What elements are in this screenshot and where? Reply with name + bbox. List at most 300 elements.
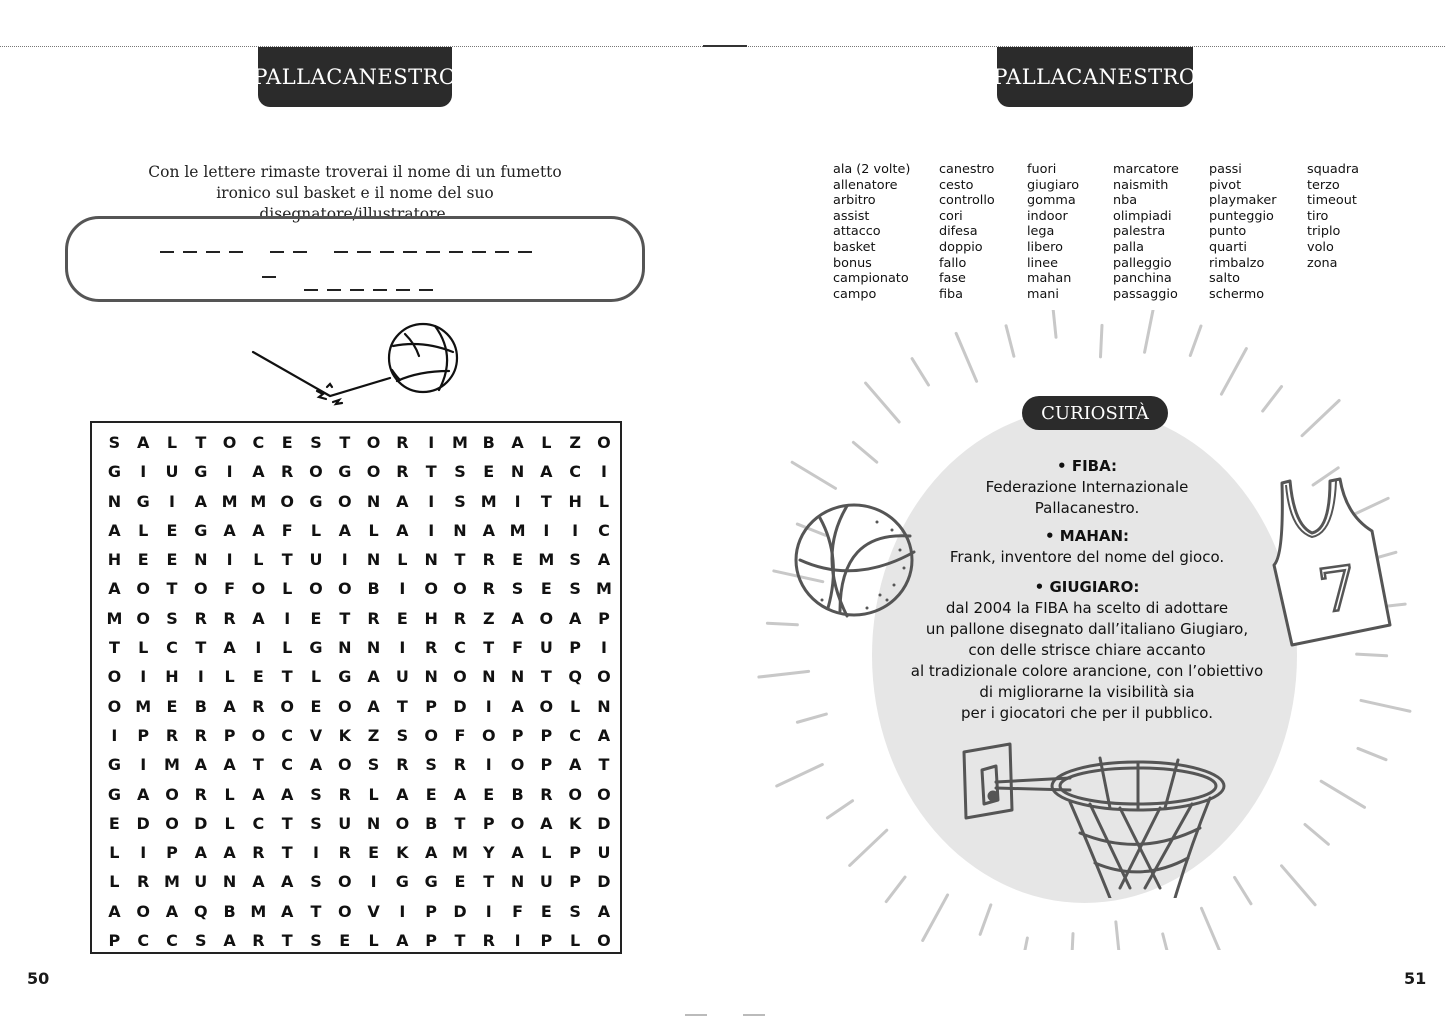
letter-blank[interactable] (426, 251, 440, 253)
grid-cell[interactable]: H (107, 550, 122, 570)
grid-cell[interactable]: I (399, 579, 406, 599)
grid-cell[interactable]: I (485, 755, 492, 775)
grid-cell[interactable]: A (252, 872, 265, 892)
grid-cell[interactable]: A (194, 843, 207, 863)
grid-cell[interactable]: I (226, 462, 233, 482)
grid-cell[interactable]: O (597, 784, 611, 804)
grid-cell[interactable]: O (337, 579, 352, 599)
grid-cell[interactable]: A (568, 608, 582, 628)
grid-cell[interactable]: I (140, 667, 147, 687)
grid-cell[interactable]: K (396, 843, 409, 863)
grid-cell[interactable]: S (195, 931, 207, 951)
grid-cell[interactable]: U (539, 872, 553, 892)
grid-cell[interactable]: N (366, 638, 381, 658)
grid-cell[interactable]: N (194, 550, 208, 570)
grid-cell[interactable]: T (540, 667, 552, 687)
grid-cell[interactable]: O (395, 813, 410, 833)
grid-cell[interactable]: I (428, 491, 435, 511)
grid-cell[interactable]: E (483, 784, 495, 804)
grid-cell[interactable]: A (223, 931, 236, 951)
grid-cell[interactable]: L (138, 638, 149, 658)
grid-cell[interactable]: N (107, 491, 122, 511)
grid-cell[interactable]: K (338, 725, 351, 745)
grid-cell[interactable]: R (425, 638, 438, 658)
grid-cell[interactable]: K (568, 813, 582, 833)
grid-cell[interactable]: E (483, 462, 495, 482)
grid-cell[interactable]: D (194, 813, 208, 833)
grid-cell[interactable]: G (309, 638, 323, 658)
grid-cell[interactable]: R (482, 579, 495, 599)
grid-cell[interactable]: I (572, 520, 579, 540)
grid-cell[interactable]: S (310, 433, 322, 452)
grid-cell[interactable]: A (252, 462, 265, 482)
grid-cell[interactable]: A (597, 725, 611, 745)
grid-cell[interactable]: O (453, 667, 467, 687)
grid-cell[interactable]: I (600, 462, 607, 482)
grid-cell[interactable]: I (399, 638, 406, 658)
grid-cell[interactable]: N (453, 520, 467, 540)
grid-cell[interactable]: N (424, 550, 438, 570)
grid-cell[interactable]: A (367, 667, 380, 687)
grid-cell[interactable]: U (597, 843, 611, 863)
letter-blank[interactable] (396, 289, 410, 291)
grid-cell[interactable]: N (510, 462, 525, 482)
grid-cell[interactable]: T (281, 843, 293, 863)
letter-blank[interactable] (472, 251, 486, 253)
grid-cell[interactable]: A (424, 843, 438, 863)
grid-cell[interactable]: L (598, 491, 610, 511)
grid-cell[interactable]: L (224, 784, 235, 804)
grid-cell[interactable]: B (511, 784, 524, 804)
grid-cell[interactable]: T (166, 579, 178, 599)
grid-cell[interactable]: M (452, 843, 468, 863)
grid-cell[interactable]: O (136, 608, 150, 628)
grid-cell[interactable]: R (396, 462, 409, 482)
grid-cell[interactable]: O (337, 901, 352, 921)
grid-cell[interactable]: Q (568, 667, 582, 687)
grid-cell[interactable]: A (252, 608, 265, 628)
grid-cell[interactable]: R (165, 725, 179, 745)
grid-cell[interactable]: T (108, 638, 120, 658)
grid-cell[interactable]: O (309, 462, 323, 482)
grid-cell[interactable]: R (540, 784, 553, 804)
grid-cell[interactable]: R (396, 433, 409, 452)
grid-cell[interactable]: O (597, 667, 611, 687)
grid-cell[interactable]: A (396, 931, 409, 951)
grid-cell[interactable]: C (281, 755, 294, 775)
grid-cell[interactable]: I (485, 696, 492, 716)
letter-blank[interactable] (373, 289, 387, 291)
grid-cell[interactable]: C (166, 931, 178, 951)
grid-cell[interactable]: O (193, 579, 208, 599)
letter-blank[interactable] (327, 289, 341, 291)
grid-cell[interactable]: P (482, 813, 495, 833)
grid-cell[interactable]: E (425, 784, 437, 804)
grid-cell[interactable]: T (252, 755, 264, 775)
grid-cell[interactable]: A (137, 784, 150, 804)
grid-cell[interactable]: L (282, 638, 293, 658)
grid-cell[interactable]: O (280, 696, 294, 716)
answer-blank-lead-dash[interactable] (262, 276, 303, 278)
grid-cell[interactable]: S (425, 755, 437, 775)
grid-cell[interactable]: S (569, 579, 581, 599)
grid-cell[interactable]: T (396, 696, 408, 716)
grid-cell[interactable]: O (337, 696, 352, 716)
grid-cell[interactable]: C (454, 638, 466, 658)
grid-cell[interactable]: A (252, 784, 265, 804)
grid-cell[interactable]: D (597, 813, 611, 833)
letter-blank[interactable] (403, 251, 417, 253)
grid-cell[interactable]: S (310, 872, 322, 892)
grid-cell[interactable]: Q (193, 901, 208, 921)
grid-cell[interactable]: L (541, 433, 552, 452)
grid-cell[interactable]: T (598, 755, 610, 775)
grid-cell[interactable]: L (397, 550, 408, 570)
grid-cell[interactable]: I (341, 550, 348, 570)
grid-cell[interactable]: I (284, 608, 291, 628)
letter-blank[interactable] (449, 251, 463, 253)
grid-cell[interactable]: T (310, 901, 322, 921)
grid-cell[interactable]: T (540, 491, 552, 511)
grid-cell[interactable]: I (514, 491, 521, 511)
grid-cell[interactable]: B (223, 901, 236, 921)
letter-blank[interactable] (380, 251, 394, 253)
grid-cell[interactable]: I (111, 725, 118, 745)
grid-cell[interactable]: N (482, 667, 496, 687)
grid-cell[interactable]: E (252, 667, 264, 687)
grid-cell[interactable]: L (368, 784, 379, 804)
grid-cell[interactable]: L (310, 667, 322, 687)
grid-cell[interactable]: R (453, 755, 467, 775)
grid-cell[interactable]: L (166, 433, 178, 452)
grid-cell[interactable]: Z (482, 608, 495, 628)
letter-blank[interactable] (518, 251, 532, 253)
grid-cell[interactable]: M (164, 755, 180, 775)
grid-cell[interactable]: L (570, 696, 581, 716)
grid-cell[interactable]: R (482, 550, 495, 570)
letter-blank[interactable] (160, 251, 174, 253)
grid-cell[interactable]: L (541, 843, 552, 863)
grid-cell[interactable]: R (194, 725, 207, 745)
grid-cell[interactable]: F (454, 725, 466, 745)
grid-cell[interactable]: T (281, 667, 293, 687)
grid-cell[interactable]: G (395, 872, 409, 892)
letter-blank[interactable] (270, 251, 284, 253)
grid-cell[interactable]: L (138, 520, 149, 540)
grid-cell[interactable]: R (482, 931, 495, 951)
grid-cell[interactable]: E (396, 608, 408, 628)
grid-cell[interactable]: R (396, 755, 409, 775)
grid-cell[interactable]: M (250, 901, 267, 921)
grid-cell[interactable]: A (137, 433, 150, 452)
grid-cell[interactable]: E (454, 872, 466, 892)
grid-cell[interactable]: N (366, 491, 381, 511)
grid-cell[interactable]: A (108, 901, 121, 921)
grid-cell[interactable]: O (366, 433, 381, 452)
grid-cell[interactable]: P (108, 931, 121, 951)
grid-cell[interactable]: E (540, 901, 552, 921)
grid-cell[interactable]: S (396, 725, 409, 745)
grid-cell[interactable]: A (108, 520, 121, 540)
grid-cell[interactable]: O (280, 491, 294, 511)
grid-cell[interactable]: S (569, 901, 581, 921)
grid-cell[interactable]: R (281, 462, 294, 482)
grid-cell[interactable]: A (280, 784, 294, 804)
grid-cell[interactable]: L (368, 931, 379, 951)
grid-cell[interactable]: A (223, 843, 236, 863)
grid-cell[interactable]: O (165, 784, 179, 804)
grid-cell[interactable]: A (280, 901, 294, 921)
grid-cell[interactable]: F (512, 901, 524, 921)
grid-cell[interactable]: I (140, 843, 147, 863)
grid-cell[interactable]: N (222, 872, 237, 892)
grid-cell[interactable]: R (252, 696, 265, 716)
grid-cell[interactable]: P (223, 725, 236, 745)
grid-cell[interactable]: A (194, 755, 207, 775)
grid-cell[interactable]: I (514, 931, 521, 951)
grid-cell[interactable]: A (540, 813, 553, 833)
grid-cell[interactable]: S (310, 813, 322, 833)
grid-cell[interactable]: S (367, 755, 380, 775)
grid-cell[interactable]: O (539, 608, 554, 628)
grid-cell[interactable]: E (512, 550, 524, 570)
letter-blank[interactable] (350, 289, 364, 291)
grid-cell[interactable]: O (424, 725, 438, 745)
grid-cell[interactable]: O (136, 579, 150, 599)
grid-cell[interactable]: O (251, 579, 266, 599)
grid-cell[interactable]: S (569, 550, 581, 570)
grid-cell[interactable]: A (108, 579, 121, 599)
grid-cell[interactable]: G (107, 462, 121, 482)
grid-cell[interactable]: N (510, 872, 525, 892)
grid-cell[interactable]: P (425, 696, 438, 716)
grid-cell[interactable]: H (568, 491, 582, 511)
letter-blank[interactable] (419, 289, 433, 291)
grid-cell[interactable]: O (597, 433, 611, 452)
grid-cell[interactable]: L (570, 931, 581, 951)
grid-cell[interactable]: E (166, 696, 178, 716)
grid-cell[interactable]: C (166, 638, 178, 658)
grid-cell[interactable]: R (194, 608, 207, 628)
grid-cell[interactable]: E (310, 696, 322, 716)
grid-cell[interactable]: G (424, 872, 438, 892)
grid-cell[interactable]: U (395, 667, 409, 687)
grid-cell[interactable]: O (453, 579, 467, 599)
grid-cell[interactable]: B (425, 813, 438, 833)
grid-cell[interactable]: D (597, 872, 611, 892)
grid-cell[interactable]: C (252, 433, 265, 452)
grid-cell[interactable]: T (281, 931, 293, 951)
grid-cell[interactable]: A (223, 520, 236, 540)
letter-blank[interactable] (183, 251, 197, 253)
grid-cell[interactable]: A (511, 696, 524, 716)
grid-cell[interactable]: B (367, 579, 380, 599)
answer-blanks-line-2[interactable] (304, 289, 460, 291)
grid-cell[interactable]: O (136, 901, 150, 921)
grid-cell[interactable]: I (428, 433, 435, 452)
grid-cell[interactable]: R (338, 843, 351, 863)
grid-cell[interactable]: P (425, 931, 438, 951)
grid-cell[interactable]: F (281, 520, 293, 540)
grid-cell[interactable]: A (568, 755, 582, 775)
grid-cell[interactable]: R (194, 784, 207, 804)
grid-cell[interactable]: R (137, 872, 150, 892)
grid-cell[interactable]: T (281, 550, 293, 570)
grid-cell[interactable]: E (137, 550, 149, 570)
grid-cell[interactable]: G (136, 491, 150, 511)
grid-cell[interactable]: A (597, 550, 611, 570)
grid-cell[interactable]: I (197, 667, 204, 687)
grid-cell[interactable]: R (453, 608, 467, 628)
grid-cell[interactable]: O (251, 725, 266, 745)
grid-cell[interactable]: B (194, 696, 207, 716)
letter-blank[interactable] (229, 251, 243, 253)
letter-blank[interactable] (206, 251, 220, 253)
grid-cell[interactable]: A (453, 784, 467, 804)
grid-cell[interactable]: I (140, 462, 147, 482)
grid-cell[interactable]: A (165, 901, 179, 921)
grid-cell[interactable]: I (543, 520, 550, 540)
grid-cell[interactable]: O (366, 462, 381, 482)
grid-cell[interactable]: O (165, 813, 179, 833)
grid-cell[interactable]: N (366, 813, 381, 833)
grid-cell[interactable]: U (539, 638, 553, 658)
grid-cell[interactable]: S (454, 491, 466, 511)
grid-cell[interactable]: T (454, 931, 466, 951)
grid-cell[interactable]: C (598, 520, 610, 540)
grid-cell[interactable]: Z (367, 725, 380, 745)
grid-cell[interactable]: G (338, 667, 352, 687)
grid-cell[interactable]: A (396, 784, 409, 804)
letter-blank[interactable] (357, 251, 371, 253)
grid-cell[interactable]: C (569, 462, 582, 482)
grid-cell[interactable]: O (309, 579, 323, 599)
grid-cell[interactable]: P (569, 872, 582, 892)
grid-cell[interactable]: A (194, 491, 207, 511)
grid-cell[interactable]: M (164, 872, 180, 892)
grid-cell[interactable]: C (569, 725, 582, 745)
grid-cell[interactable]: C (281, 725, 294, 745)
grid-cell[interactable]: Z (569, 433, 581, 452)
grid-cell[interactable]: I (140, 755, 147, 775)
grid-cell[interactable]: H (165, 667, 179, 687)
grid-cell[interactable]: I (313, 843, 319, 863)
grid-cell[interactable]: P (540, 725, 553, 745)
grid-cell[interactable]: G (338, 462, 352, 482)
grid-cell[interactable]: E (166, 550, 178, 570)
grid-cell[interactable]: O (481, 725, 496, 745)
grid-cell[interactable]: Y (482, 843, 495, 863)
grid-cell[interactable]: P (569, 843, 582, 863)
grid-cell[interactable]: C (137, 931, 150, 951)
grid-cell[interactable]: T (483, 638, 495, 658)
grid-cell[interactable]: P (540, 931, 553, 951)
grid-cell[interactable]: R (252, 931, 265, 951)
answer-box[interactable] (65, 216, 645, 302)
grid-cell[interactable]: U (194, 872, 208, 892)
grid-cell[interactable]: I (169, 491, 175, 511)
grid-cell[interactable]: B (482, 433, 495, 452)
grid-cell[interactable]: A (252, 520, 265, 540)
grid-cell[interactable]: E (368, 843, 380, 863)
grid-cell[interactable]: F (512, 638, 524, 658)
grid-cell[interactable]: O (337, 491, 352, 511)
grid-cell[interactable]: L (310, 520, 322, 540)
grid-cell[interactable]: N (510, 667, 525, 687)
grid-cell[interactable]: I (370, 872, 377, 892)
grid-cell[interactable]: A (338, 520, 351, 540)
grid-cell[interactable]: A (309, 755, 323, 775)
word-search-cells[interactable] (100, 428, 618, 955)
grid-cell[interactable]: I (255, 638, 262, 658)
grid-cell[interactable]: M (250, 491, 267, 511)
grid-cell[interactable]: R (338, 784, 351, 804)
grid-cell[interactable]: P (166, 843, 178, 863)
grid-cell[interactable]: G (194, 520, 208, 540)
grid-cell[interactable]: M (135, 696, 152, 716)
grid-cell[interactable]: G (107, 784, 121, 804)
grid-cell[interactable]: A (367, 696, 380, 716)
grid-cell[interactable]: F (224, 579, 236, 599)
letter-blank[interactable] (495, 251, 509, 253)
grid-cell[interactable]: G (309, 491, 323, 511)
grid-cell[interactable]: T (195, 433, 207, 452)
grid-cell[interactable]: N (424, 667, 438, 687)
grid-cell[interactable]: N (597, 696, 611, 716)
grid-cell[interactable]: O (510, 813, 525, 833)
grid-cell[interactable]: A (396, 491, 409, 511)
grid-cell[interactable]: N (338, 638, 352, 658)
grid-cell[interactable]: T (425, 462, 437, 482)
grid-cell[interactable]: I (226, 550, 233, 570)
grid-cell[interactable]: I (399, 901, 406, 921)
grid-cell[interactable]: A (223, 755, 236, 775)
grid-cell[interactable]: E (540, 579, 552, 599)
grid-cell[interactable]: P (569, 638, 582, 658)
grid-cell[interactable]: A (511, 843, 524, 863)
grid-cell[interactable]: I (600, 638, 607, 658)
grid-cell[interactable]: A (511, 433, 524, 452)
grid-cell[interactable]: U (165, 462, 179, 482)
grid-cell[interactable]: D (453, 696, 467, 716)
letter-blank[interactable] (262, 276, 276, 278)
grid-cell[interactable]: V (367, 901, 380, 921)
grid-cell[interactable]: M (480, 491, 497, 511)
grid-cell[interactable]: H (424, 608, 438, 628)
grid-cell[interactable]: O (337, 872, 352, 892)
grid-cell[interactable]: R (252, 843, 265, 863)
grid-cell[interactable]: T (339, 433, 351, 452)
grid-cell[interactable]: M (221, 491, 238, 511)
grid-cell[interactable]: L (368, 520, 379, 540)
grid-cell[interactable]: U (309, 550, 323, 570)
grid-cell[interactable]: P (511, 725, 524, 745)
grid-cell[interactable]: A (482, 520, 495, 540)
grid-cell[interactable]: S (511, 579, 524, 599)
grid-cell[interactable]: L (109, 843, 120, 863)
grid-cell[interactable]: A (540, 462, 553, 482)
grid-cell[interactable]: D (453, 901, 467, 921)
grid-cell[interactable]: O (424, 579, 438, 599)
grid-cell[interactable]: M (509, 520, 526, 540)
grid-cell[interactable]: A (396, 520, 409, 540)
grid-cell[interactable]: P (137, 725, 150, 745)
grid-cell[interactable]: T (454, 813, 466, 833)
grid-cell[interactable]: T (454, 550, 466, 570)
answer-blanks-line-1[interactable] (160, 251, 559, 253)
grid-cell[interactable]: O (107, 696, 122, 716)
grid-cell[interactable]: M (538, 550, 555, 570)
